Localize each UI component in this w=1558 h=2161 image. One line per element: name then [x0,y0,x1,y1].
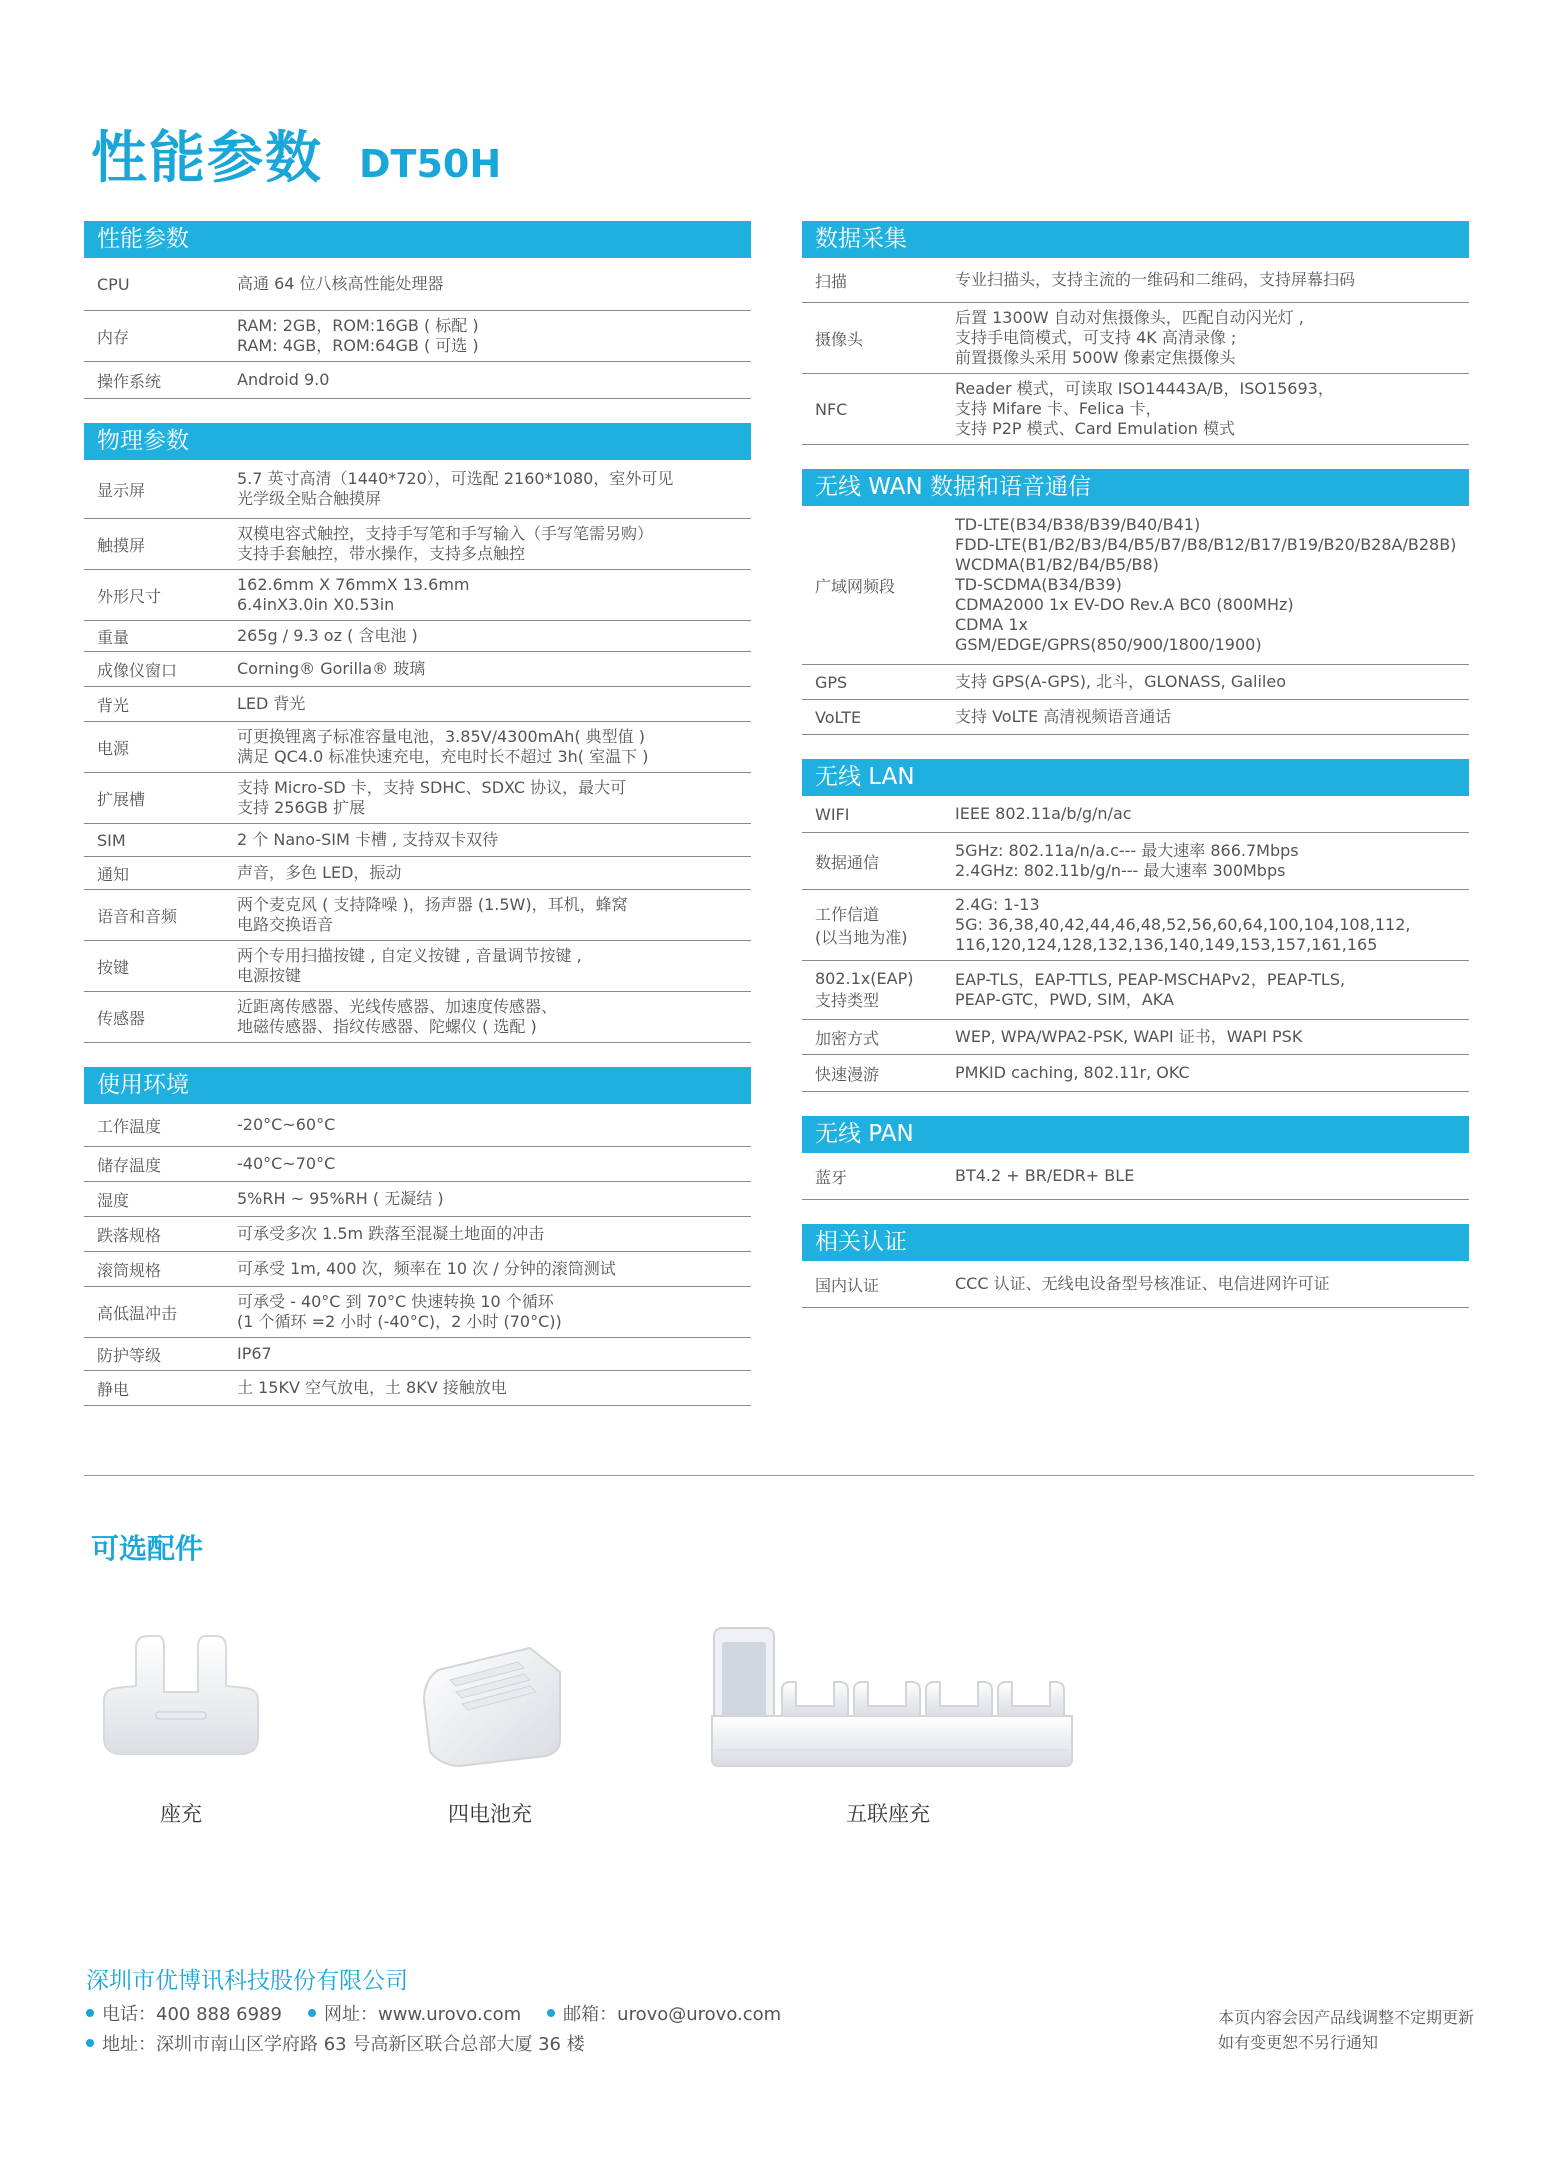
section-divider [84,1475,1474,1476]
section-header: 物理参数 [84,423,751,460]
spec-key [802,1273,955,1296]
spec-value [955,667,1469,697]
spec-value-line: 双模电容式触控，支持手写笔和手写输入（手写笔需另购） [237,524,654,543]
section-header: 无线 PAN [802,1116,1469,1153]
page-title-text: 性能参数 [91,126,323,191]
spec-row [802,506,1469,665]
spec-value [955,1161,1469,1191]
bullet-icon [86,2009,94,2017]
spec-row [802,700,1469,735]
spec-key [84,1258,237,1281]
spec-key [802,327,955,350]
spec-value-line: 前置摄像头采用 500W 像素定焦摄像头 [955,348,1236,367]
accessory-label: 座充 [160,1802,202,1826]
spec-value [955,374,1469,444]
spec-value-line: -20°C~60°C [237,1115,336,1134]
spec-value [237,890,751,940]
spec-value-line: 可承受 1m, 400 次，频率在 10 次 / 分钟的滚筒测试 [237,1259,616,1278]
spec-key-line: 加密方式 [815,1028,880,1048]
spec-key [84,369,237,392]
spec-value [955,965,1469,1015]
spec-key-line: 扩展槽 [97,789,146,809]
spec-key-line: 外形尺寸 [97,586,162,606]
spec-key [84,478,237,501]
left-spec-column [84,221,751,1430]
spec-row [84,1287,751,1338]
spec-key [84,658,237,681]
spec-section [802,1224,1469,1308]
spec-value-line: 支持手套触控，带水操作，支持多点触控 [237,544,526,563]
spec-key-line: 快速漫游 [815,1064,880,1084]
spec-value [237,621,751,651]
notice-line-1: 本页内容会因产品线调整不定期更新 [1218,2008,1475,2027]
spec-key-line: 广域网频段 [815,576,896,596]
spec-value-line: 土 15KV 空气放电，土 8KV 接触放电 [237,1378,507,1397]
spec-key-line: 蓝牙 [815,1167,848,1187]
spec-key [84,625,237,648]
spec-key-line: 操作系统 [97,371,162,391]
spec-key-line: 背光 [97,695,130,715]
spec-key [802,708,955,727]
spec-row [802,890,1469,961]
spec-key-line: 跌落规格 [97,1225,162,1245]
spec-key [802,902,955,948]
spec-value-line: RAM: 4GB，ROM:64GB ( 可选 ) [237,336,479,355]
spec-key [802,1165,955,1188]
spec-key [84,584,237,607]
spec-row [802,796,1469,833]
spec-value [237,1373,751,1403]
spec-value-line: Android 9.0 [237,370,330,389]
spec-key [84,736,237,759]
spec-value [237,269,751,299]
model-name: DT50H [359,142,502,186]
section-header: 无线 LAN [802,759,1469,796]
bullet-icon [86,2039,94,2047]
spec-value [237,722,751,772]
spec-section [802,469,1469,735]
spec-value-line: 满足 QC4.0 标准快速充电，充电时长不超过 3h( 室温下 ) [237,747,649,766]
spec-value [955,1022,1469,1052]
spec-value-line: 5.7 英寸高清（1440*720），可选配 2160*1080，室外可见 [237,469,674,488]
spec-value-line: 支持 VoLTE 高清视频语音通话 [955,707,1172,726]
spec-value-line: -40°C~70°C [237,1154,336,1173]
spec-value-line: 可承受多次 1.5m 跌落至混凝土地面的冲击 [237,1224,545,1243]
spec-key-line: CPU [97,274,130,294]
spec-key-line: 静电 [97,1379,130,1399]
accessory-label: 四电池充 [448,1802,532,1826]
accessory-single-dock [96,1630,266,1826]
spec-value-line: PMKID caching, 802.11r, OKC [955,1063,1190,1082]
phone: 电话：400 888 6989 [102,2004,282,2025]
spec-key [84,862,237,885]
spec-value-line: IP67 [237,1344,272,1363]
spec-key-line: 数据通信 [815,852,880,872]
spec-row [84,1182,751,1217]
spec-value-line: 电路交换语音 [237,915,334,934]
spec-value-line: Corning® Gorilla® 玻璃 [237,659,426,678]
accessory-four-battery-charger [420,1640,570,1826]
spec-key-line: VoLTE [815,707,862,727]
spec-key-line: WIFI [815,804,850,824]
spec-key-line: 高低温冲击 [97,1303,178,1323]
spec-value [955,1269,1469,1299]
spec-value-line: 光学级全贴合触摸屏 [237,489,382,508]
spec-value-line: TD-LTE(B34/B38/B39/B40/B41) [955,515,1201,534]
spec-row [84,941,751,992]
spec-value-line: 支持 GPS(A-GPS), 北斗，GLONASS, Galileo [955,672,1287,691]
spec-value-line: GSM/EDGE/GPRS(850/900/1800/1900) [955,635,1262,654]
spec-value-line: 支持 256GB 扩展 [237,798,366,817]
spec-value-line: 后置 1300W 自动对焦摄像头，匹配自动闪光灯 , [955,308,1304,327]
bullet-icon [308,2009,316,2017]
spec-value [237,858,751,888]
spec-key-line: NFC [815,399,848,419]
spec-value [237,941,751,991]
section-header: 相关认证 [802,1224,1469,1261]
spec-value-line: 2 个 Nano-SIM 卡槽 , 支持双卡双待 [237,830,499,849]
spec-row [84,362,751,399]
spec-value-line: (1 个循环 =2 小时 (-40°C)，2 小时 (70°C)) [237,1312,562,1331]
spec-key-line: 摄像头 [815,329,864,349]
spec-key-line: 触摸屏 [97,535,146,555]
spec-key-line: 国内认证 [815,1275,880,1295]
spec-key-line: 湿度 [97,1190,130,1210]
spec-key-line: 内存 [97,327,130,347]
spec-row [84,1338,751,1371]
spec-key-line: 工作信道 [815,905,880,924]
spec-key-line: (以当地为准) [815,928,908,947]
spec-value [237,689,751,719]
spec-key [84,955,237,978]
spec-value-line: 2.4GHz: 802.11b/g/n--- 最大速率 300Mbps [955,861,1286,880]
spec-key-line: 工作温度 [97,1116,162,1136]
spec-value-line: CCC 认证、无线电设备型号核准证、电信进网许可证 [955,1274,1330,1293]
spec-key [84,1153,237,1176]
spec-value [955,702,1469,732]
spec-value [955,890,1469,960]
spec-key-line: 通知 [97,864,130,884]
spec-value [955,836,1469,886]
spec-value-line: 5G: 36,38,40,42,44,46,48,52,56,60,64,100,104,108,112, [955,915,1411,934]
five-slot-dock-icon [708,1620,1078,1770]
spec-key-line: 按键 [97,957,130,977]
spec-value-line: CDMA2000 1x EV-DO Rev.A BC0 (800MHz) [955,595,1294,614]
spec-section [802,759,1469,1092]
spec-value-line: BT4.2 + BR/EDR+ BLE [955,1166,1135,1185]
spec-value-line: 专业扫描头，支持主流的一维码和二维码，支持屏幕扫码 [955,270,1356,289]
notice-line-2: 如有变更恕不另行通知 [1218,2033,1379,2052]
spec-key [802,400,955,419]
accessory-five-slot-dock [708,1620,1078,1826]
spec-section [84,1067,751,1406]
page-title [91,114,501,194]
spec-key-line: 储存温度 [97,1155,162,1175]
spec-key-line: 扫描 [815,271,848,291]
spec-row [802,833,1469,890]
spec-value [955,303,1469,373]
spec-value-line: 116,120,124,128,132,136,140,149,153,157,161,165 [955,935,1378,954]
spec-row [84,1371,751,1406]
spec-key [802,805,955,824]
spec-value [237,365,751,395]
spec-key [84,1223,237,1246]
spec-value-line: 5%RH ~ 95%RH ( 无凝结 ) [237,1189,444,1208]
spec-value-line: PEAP-GTC，PWD, SIM，AKA [955,990,1174,1009]
email-link[interactable]: 邮箱：urovo@urovo.com [563,2004,782,2025]
website-link[interactable]: 网址：www.urovo.com [323,2004,522,2025]
spec-key [84,1114,237,1137]
spec-value [237,1149,751,1179]
spec-value [237,519,751,569]
spec-row [802,665,1469,700]
spec-value-line: 声音，多色 LED，振动 [237,863,402,882]
spec-value [237,1339,751,1369]
spec-row [84,857,751,890]
spec-row [802,1020,1469,1055]
spec-row [802,961,1469,1020]
spec-value [237,1110,751,1140]
spec-value-line: WEP, WPA/WPA2-PSK, WAPI 证书，WAPI PSK [955,1027,1303,1046]
spec-key [802,850,955,873]
spec-row [84,258,751,311]
spec-key [84,1188,237,1211]
spec-key-line: 传感器 [97,1008,146,1028]
spec-value-line: WCDMA(B1/B2/B4/B5/B8) [955,555,1159,574]
spec-key-line: 显示屏 [97,480,146,500]
spec-key-line: 防护等级 [97,1345,162,1365]
spec-key [84,787,237,810]
spec-key-line: 802.1x(EAP) [815,969,914,988]
spec-row [802,1055,1469,1092]
spec-row [84,722,751,773]
spec-row [84,1147,751,1182]
bullet-icon [547,2009,555,2017]
spec-value-line: 高通 64 位八核高性能处理器 [237,274,444,293]
spec-value [237,992,751,1042]
spec-key [802,673,955,692]
spec-key [84,1006,237,1029]
spec-value-line: RAM: 2GB，ROM:16GB ( 标配 ) [237,316,479,335]
section-header: 性能参数 [84,221,751,258]
spec-section [802,221,1469,445]
spec-value-line: 支持 Mifare 卡、Felica 卡， [955,399,1162,418]
spec-value-line: TD-SCDMA(B34/B39) [955,575,1122,594]
spec-key-line: 成像仪窗口 [97,660,178,680]
spec-value [955,1058,1469,1088]
spec-key [802,1026,955,1049]
spec-value-line: Reader 模式，可读取 ISO14443A/B，ISO15693， [955,379,1334,398]
spec-key [84,693,237,716]
spec-row [84,1104,751,1147]
spec-value-line: 两个麦克风 ( 支持降噪 )，扬声器 (1.5W)，耳机，蜂窝 [237,895,628,914]
spec-value [237,1287,751,1337]
spec-key [84,325,237,348]
spec-row [84,773,751,824]
spec-value [237,1219,751,1249]
spec-row [84,519,751,570]
spec-row [802,1261,1469,1308]
spec-row [84,992,751,1043]
spec-key [84,1377,237,1400]
spec-key [84,904,237,927]
spec-key [802,969,955,1011]
spec-value [955,799,1469,829]
section-header: 无线 WAN 数据和语音通信 [802,469,1469,506]
spec-value-line: 支持手电筒模式，可支持 4K 高清录像 ; [955,328,1237,347]
spec-value [237,773,751,823]
section-header: 使用环境 [84,1067,751,1104]
four-battery-charger-icon [420,1640,570,1770]
spec-key-line: 电源 [97,738,130,758]
spec-value [237,464,751,514]
spec-section [802,1116,1469,1200]
spec-value [237,654,751,684]
spec-key [802,269,955,292]
spec-row [84,460,751,519]
spec-key-line: SIM [97,830,126,850]
spec-value-line: LED 背光 [237,694,306,713]
spec-key-line: 支持类型 [815,991,880,1010]
spec-value-line: 5GHz: 802.11a/n/a.c--- 最大速率 866.7Mbps [955,841,1299,860]
spec-value [237,311,751,361]
company-name: 深圳市优博讯科技股份有限公司 [86,1968,408,1994]
spec-row [84,621,751,652]
spec-value-line: 可更换锂离子标准容量电池，3.85V/4300mAh( 典型值 ) [237,727,646,746]
accessory-label: 五联座充 [846,1802,930,1826]
spec-value-line: 6.4inX3.0in X0.53in [237,595,395,614]
spec-value [955,510,1469,660]
spec-row [802,1153,1469,1200]
spec-key-line: GPS [815,672,848,692]
spec-value-line: 地磁传感器、指纹传感器、陀螺仪 ( 选配 ) [237,1017,537,1036]
spec-row [84,570,751,621]
spec-value-line: 可承受 - 40°C 到 70°C 快速转换 10 个循环 [237,1292,554,1311]
spec-key [84,1343,237,1366]
spec-row [84,1252,751,1287]
spec-key [84,1301,237,1324]
spec-key-line: 滚筒规格 [97,1260,162,1280]
spec-value [237,1254,751,1284]
spec-value-line: IEEE 802.11a/b/g/n/ac [955,804,1132,823]
spec-row [802,258,1469,303]
section-header: 数据采集 [802,221,1469,258]
spec-row [84,824,751,857]
spec-key-line: 重量 [97,627,130,647]
spec-row [84,1217,751,1252]
spec-section [84,423,751,1043]
spec-value-line: CDMA 1x [955,615,1028,634]
spec-key-line: 语音和音频 [97,906,178,926]
spec-row [802,374,1469,445]
spec-row [84,890,751,941]
spec-key [802,574,955,597]
right-spec-column [802,221,1469,1332]
spec-value-line: 162.6mm X 76mmX 13.6mm [237,575,470,594]
spec-value-line: 电源按键 [237,966,302,985]
spec-value-line: 两个专用扫描按键 , 自定义按键 , 音量调节按键 , [237,946,582,965]
spec-key [84,275,237,294]
spec-row [84,311,751,362]
spec-value-line: FDD-LTE(B1/B2/B3/B4/B5/B7/B8/B12/B17/B19/B20/B28A/B28B) [955,535,1457,554]
spec-row [84,687,751,722]
spec-key [802,1062,955,1085]
spec-key [84,831,237,850]
spec-value [237,570,751,620]
spec-value-line: 支持 Micro-SD 卡，支持 SDHC、SDXC 协议，最大可 [237,778,627,797]
spec-value-line: 265g / 9.3 oz ( 含电池 ) [237,626,418,645]
address: 地址：深圳市南山区学府路 63 号高新区联合总部大厦 36 楼 [102,2034,585,2055]
contact-line-1 [86,2000,781,2026]
spec-row [84,652,751,687]
spec-value-line: 2.4G: 1-13 [955,895,1040,914]
spec-value [955,265,1469,295]
contact-line-2 [86,2030,585,2056]
single-dock-icon [96,1630,266,1765]
spec-value-line: 支持 P2P 模式、Card Emulation 模式 [955,419,1235,438]
spec-value [237,1184,751,1214]
spec-key [84,533,237,556]
spec-row [802,303,1469,374]
spec-value-line: 近距离传感器、光线传感器、加速度传感器、 [237,997,558,1016]
spec-value [237,825,751,855]
spec-section [84,221,751,399]
accessories-title: 可选配件 [91,1532,204,1565]
spec-value-line: EAP-TLS，EAP-TTLS, PEAP-MSCHAPv2，PEAP-TLS, [955,970,1346,989]
